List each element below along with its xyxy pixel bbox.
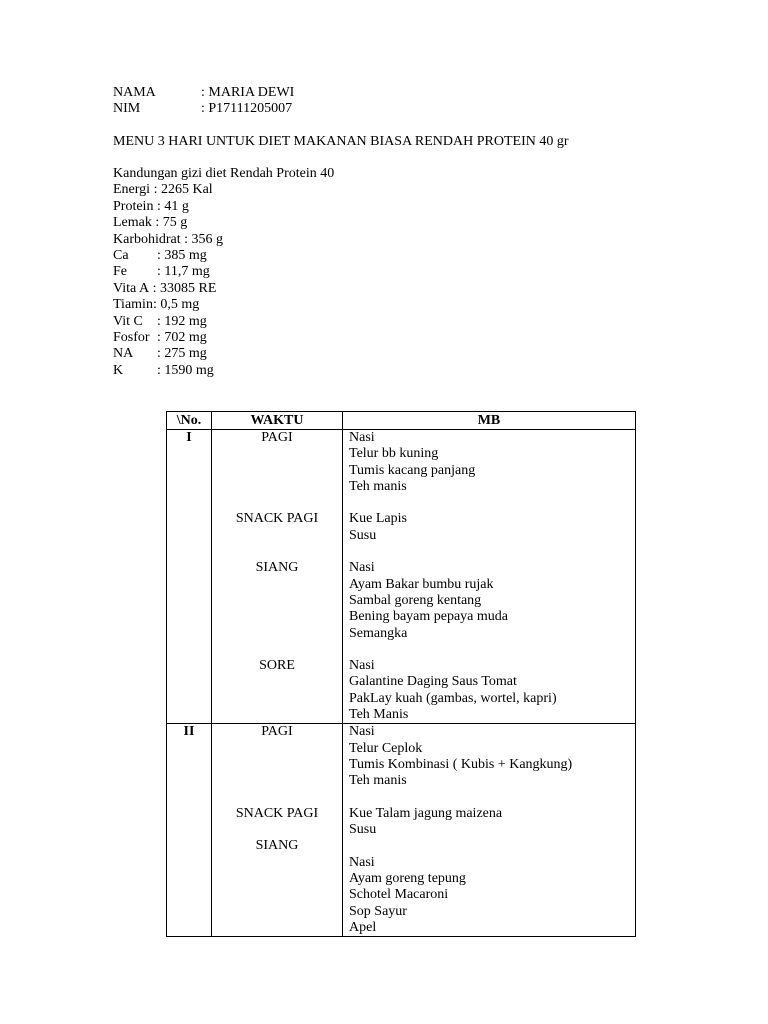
meal-time-label bbox=[212, 871, 342, 887]
menu-cell bbox=[343, 724, 636, 937]
document-title: MENU 3 HARI UNTUK DIET MAKANAN BIASA RENDAH PROTEIN 40 gr bbox=[113, 134, 569, 149]
meal-time-label: PAGI bbox=[261, 430, 293, 445]
nutrition-row bbox=[113, 297, 334, 313]
meal-time-label bbox=[212, 757, 342, 773]
nutrition-row bbox=[113, 182, 334, 198]
meal-time-label bbox=[212, 626, 342, 642]
menu-item bbox=[349, 642, 635, 658]
meal-time-label bbox=[212, 642, 342, 658]
header-no: \No. bbox=[167, 412, 212, 430]
menu-item bbox=[349, 495, 635, 511]
day-number-cell: I bbox=[167, 430, 212, 724]
nutrition-label: Fosfor bbox=[113, 330, 150, 346]
nutrition-heading: Kandungan gizi diet Rendah Protein 40 bbox=[113, 166, 335, 181]
nutrition-label: Fe bbox=[113, 264, 127, 280]
table-row bbox=[167, 430, 636, 724]
menu-item: Teh manis bbox=[349, 773, 407, 789]
nutrition-label: Karbohidrat bbox=[113, 231, 181, 247]
name-value: : MARIA DEWI bbox=[201, 85, 295, 100]
menu-item: Nasi bbox=[349, 724, 375, 740]
nutrition-value: : 75 g bbox=[155, 215, 188, 231]
nutrition-label: Vit C bbox=[113, 313, 143, 329]
nutrition-row bbox=[113, 264, 334, 280]
nutrition-value: : 356 g bbox=[184, 231, 224, 247]
meal-time-label bbox=[212, 463, 342, 479]
nutrition-label: Protein bbox=[113, 198, 154, 214]
nutrition-value: : 1590 mg bbox=[157, 362, 214, 378]
name-line bbox=[113, 85, 294, 101]
meal-time-label bbox=[212, 528, 342, 544]
header-mb: MB bbox=[343, 412, 636, 430]
menu-item: Galantine Daging Saus Tomat bbox=[349, 674, 517, 690]
nutrition-value: : 2265 Kal bbox=[153, 182, 213, 198]
nutrition-value: : 385 mg bbox=[157, 248, 207, 264]
nim-label: NIM bbox=[113, 101, 141, 116]
menu-item: Susu bbox=[349, 527, 377, 543]
meal-time-label: SNACK PAGI bbox=[235, 805, 319, 821]
name-label: NAMA bbox=[113, 85, 156, 100]
menu-item bbox=[349, 544, 635, 560]
meal-time-label: SIANG bbox=[255, 560, 299, 576]
nutrition-row bbox=[113, 363, 334, 379]
nutrition-label: NA bbox=[113, 346, 134, 362]
nutrition-row bbox=[113, 248, 334, 264]
meal-time-label: SIANG bbox=[255, 838, 299, 854]
menu-item bbox=[349, 790, 635, 806]
menu-item: Sambal goreng kentang bbox=[349, 592, 482, 608]
nutrition-value: : 192 mg bbox=[157, 313, 207, 329]
meal-time-label bbox=[212, 707, 342, 723]
meal-time-label bbox=[212, 495, 342, 511]
meal-time-label bbox=[212, 790, 342, 806]
menu-item: Schotel Macaroni bbox=[349, 887, 449, 903]
nutrition-row bbox=[113, 199, 334, 215]
menu-item: Nasi bbox=[349, 430, 375, 445]
nutrition-row bbox=[113, 281, 334, 297]
nutrition-value: : 11,7 mg bbox=[157, 264, 210, 280]
menu-item: Kue Lapis bbox=[349, 511, 407, 527]
table-header-row bbox=[167, 412, 636, 430]
meal-time-label bbox=[212, 479, 342, 495]
menu-item: Telur Ceplok bbox=[349, 740, 423, 756]
nutrition-value: : 0,5 mg bbox=[152, 297, 200, 313]
menu-table bbox=[166, 411, 636, 937]
meal-time-label bbox=[212, 577, 342, 593]
table-row bbox=[167, 724, 636, 937]
nutrition-label: Energi bbox=[113, 182, 151, 198]
nim-line bbox=[113, 101, 292, 117]
menu-item: Semangka bbox=[349, 625, 408, 641]
meal-time-label bbox=[212, 887, 342, 903]
nutrition-value: : 41 g bbox=[156, 198, 189, 214]
menu-item: Ayam goreng tepung bbox=[349, 871, 466, 887]
menu-item: Nasi bbox=[349, 560, 375, 576]
meal-time-label bbox=[212, 773, 342, 789]
nutrition-value: : 275 mg bbox=[157, 346, 207, 362]
meal-time-label bbox=[212, 741, 342, 757]
menu-item: Tumis Kombinasi ( Kubis + Kangkung) bbox=[349, 756, 573, 772]
menu-item: Nasi bbox=[349, 658, 375, 674]
meal-time-label bbox=[212, 904, 342, 920]
nutrition-row bbox=[113, 215, 334, 231]
nutrition-label: Vita A bbox=[113, 280, 150, 296]
nutrition-row bbox=[113, 330, 334, 346]
meal-time-label bbox=[212, 691, 342, 707]
meal-time-label: PAGI bbox=[261, 724, 293, 740]
waktu-cell bbox=[212, 430, 343, 724]
header-waktu: WAKTU bbox=[212, 412, 343, 430]
menu-item: Bening bayam pepaya muda bbox=[349, 609, 509, 625]
menu-item: Sop Sayur bbox=[349, 903, 407, 919]
meal-time-label bbox=[212, 593, 342, 609]
nutrition-label: Lemak bbox=[113, 215, 152, 231]
menu-item bbox=[349, 838, 635, 854]
menu-item: Ayam Bakar bumbu rujak bbox=[349, 576, 494, 592]
meal-time-label bbox=[212, 855, 342, 871]
menu-item: Nasi bbox=[349, 854, 375, 870]
waktu-cell bbox=[212, 724, 343, 937]
nutrition-label: Ca bbox=[113, 248, 129, 264]
menu-cell bbox=[343, 430, 636, 724]
nutrition-value: : 702 mg bbox=[157, 330, 207, 346]
meal-time-label: SORE bbox=[259, 658, 295, 674]
nutrition-row bbox=[113, 346, 334, 362]
nutrition-label: Tiamin bbox=[113, 297, 153, 313]
nutrition-block bbox=[113, 166, 334, 379]
menu-item: Telur bb kuning bbox=[349, 446, 439, 462]
meal-time-label bbox=[212, 822, 342, 838]
menu-item: Tumis kacang panjang bbox=[349, 462, 476, 478]
menu-item: Teh manis bbox=[349, 478, 407, 494]
menu-item: Teh Manis bbox=[349, 707, 409, 723]
meal-time-label: SNACK PAGI bbox=[235, 511, 319, 527]
menu-item: Susu bbox=[349, 822, 377, 838]
nim-value: : P17111205007 bbox=[201, 101, 293, 116]
menu-item: PakLay kuah (gambas, wortel, kapri) bbox=[349, 690, 557, 706]
nutrition-row bbox=[113, 232, 334, 248]
meal-time-label bbox=[212, 609, 342, 625]
meal-time-label bbox=[212, 544, 342, 560]
meal-time-label bbox=[212, 446, 342, 462]
nutrition-label: K bbox=[113, 362, 124, 378]
menu-item: Kue Talam jagung maizena bbox=[349, 805, 503, 821]
nutrition-value: : 33085 RE bbox=[152, 280, 217, 296]
meal-time-label bbox=[212, 674, 342, 690]
menu-item: Apel bbox=[349, 919, 377, 935]
day-number-cell: II bbox=[167, 724, 212, 937]
nutrition-row bbox=[113, 314, 334, 330]
